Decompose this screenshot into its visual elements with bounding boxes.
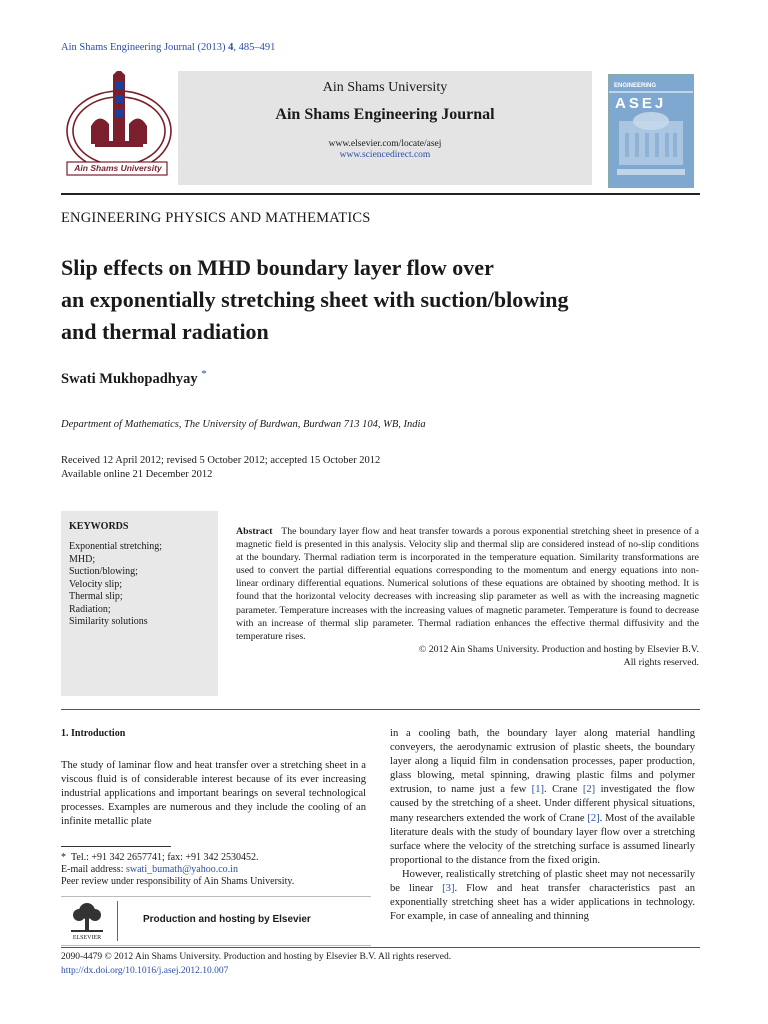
citation-volume: 4: [228, 42, 234, 53]
affiliation: Department of Mathematics, The University of Burdwan, Burdwan 713 104, WB, India: [61, 419, 426, 430]
masthead-center: [178, 71, 592, 185]
keyword: Suction/blowing;: [69, 566, 138, 577]
sciencedirect-link[interactable]: www.sciencedirect.com: [339, 150, 431, 160]
title-line: Slip effects on MHD boundary layer flow over: [61, 255, 494, 280]
keyword: Velocity slip;: [69, 578, 123, 590]
abstract-label: Abstract: [236, 526, 273, 537]
keyword: Exponential stretching;: [69, 541, 163, 552]
issn-copyright: 2090-4479 © 2012 Ain Shams University. Production and hosting by Elsevier B.V. All rights reserved.: [61, 952, 452, 962]
elsevier-logo: [61, 901, 113, 941]
university-name: Ain Shams University: [322, 80, 448, 95]
abstract-body: The boundary layer flow and heat transfer towards a porous exponential stretching sheet in presence of a magnetic field is presented in this analysis. Velocity slip and thermal slip are considered instead of no-slip conditions at the boundary. Thermal radiation term is incorporated in the temperature equation. Similarity transformations are used to convert the partial differential equations corresponding to the momentum and energy equations into non-linear ordinary differential equations. Numerical solutions of these equations are obtained by shooting method. It is found that the horizontal velocity decreases with increasing slip parameter as well as with the increasing magnetic parameter. Temperature increases with the increasing values of magnetic parameter. Temperature is found to decrease with an increase of thermal slip parameter. Thermal radiation enhances the effective thermal diffusivity and the temperature rises.: [236, 526, 699, 642]
title-line: and thermal radiation: [61, 319, 269, 344]
text-segment: . Flow and heat transfer characteristics past an exponentially stretching sheet has a wider applications in technology. For example, in case of annealing and thinning: [390, 883, 695, 923]
received-dates: Received 12 April 2012; revised 5 October 2012; accepted 15 October 2012: [61, 455, 381, 466]
text-segment: However, realistically stretching of plastic sheet may not necessarily be linear: [390, 868, 695, 895]
abstract-copyright: © 2012 Ain Shams University. Production and hosting by Elsevier B.V.: [418, 643, 699, 655]
elsevier-divider: [117, 901, 118, 941]
intro-paragraph: [390, 868, 695, 924]
article-section: ENGINEERING PHYSICS AND MATHEMATICS: [61, 210, 371, 226]
elsevier-journal-link[interactable]: www.elsevier.com/locate/asej: [328, 139, 442, 149]
doi-link[interactable]: http://dx.doi.org/10.1016/j.asej.2012.10.007: [61, 966, 229, 976]
elsevier-tree-icon: [61, 901, 113, 935]
reference-link[interactable]: [2]: [587, 812, 600, 824]
keyword: Similarity solutions: [69, 616, 148, 627]
elsevier-hosting-text: Production and hosting by Elsevier: [143, 914, 311, 925]
keyword: Radiation;: [69, 603, 111, 615]
article-dates: [61, 454, 380, 482]
email-link[interactable]: swati_bumath@yahoo.co.in: [125, 864, 238, 875]
author-name: Swati Mukhopadhyay: [61, 370, 198, 387]
author: [61, 368, 207, 388]
logo-caption: Ain Shams University: [74, 163, 162, 173]
journal-masthead: [61, 71, 700, 185]
title-line: an exponentially stretching sheet with suction/blowing: [61, 287, 569, 312]
journal-name: Ain Shams Engineering Journal: [275, 106, 495, 123]
keywords-heading: KEYWORDS: [69, 521, 129, 532]
text-segment: . Most of the available literature deals with the study of boundary layer flow over a stretching surface where the velocity of the stretching surface is assumed linearly proportional to the distance from the fixed origin.: [390, 812, 695, 866]
keyword: MHD;: [69, 553, 96, 565]
university-logo: [61, 71, 178, 185]
footnote-rule: [61, 846, 171, 847]
email-line: [61, 864, 294, 876]
abstract-rule: [61, 709, 700, 710]
reference-link[interactable]: [1]: [531, 784, 545, 796]
reference-link[interactable]: [3]: [442, 883, 455, 895]
elsevier-logo-label: ELSEVIER: [72, 935, 102, 941]
journal-links: [178, 139, 592, 161]
text-segment: in a cooling bath, the boundary layer along material handling conveyers, the aerodynamic extrusion of plastic sheets, the boundary layer along a liquid film in condensation processes, paper production, glass blowing, metal spinning, drawing plastic films and polymer extrusion, to name just a few: [390, 728, 695, 796]
reference-link[interactable]: [2]: [582, 784, 596, 796]
text-segment: investigated the flow caused by the stretching of a sheet. Under different physical situations, many researchers extended the work of Crane: [390, 784, 695, 824]
citation-pages: , 485–491: [233, 42, 276, 53]
masthead-rule: [61, 193, 700, 195]
cover-title: ENGINEERING: [614, 83, 657, 89]
text-segment: . Crane: [544, 784, 583, 796]
cover-acronym: ASEJ: [615, 95, 667, 112]
footnote-mark: *: [61, 852, 66, 863]
body-column-left: [61, 727, 366, 830]
keywords-list: [69, 541, 162, 629]
journal-cover-thumbnail[interactable]: [608, 74, 694, 188]
phone-fax: Tel.: +91 342 2657741; fax: +91 342 2530452.: [71, 852, 259, 863]
footer-rule: [61, 947, 700, 948]
online-date: Available online 21 December 2012: [61, 469, 213, 480]
keyword: Thermal slip;: [69, 591, 123, 602]
citation-text: Ain Shams Engineering Journal (2013): [61, 42, 229, 53]
journal-citation[interactable]: [61, 42, 275, 53]
intro-paragraph: The study of laminar flow and heat transfer over a stretching sheet in a viscous fluid is of considerable interest because of its ever increasing industrial applications and important bearings on several technological processes. Examples are numerous and they include the cooling of an infinite metallic plate: [61, 760, 366, 828]
elsevier-banner: [61, 896, 371, 946]
author-contact: [61, 852, 294, 864]
author-footnote-mark[interactable]: *: [201, 368, 207, 380]
intro-paragraph: [390, 727, 695, 868]
footnotes: [61, 852, 294, 888]
peer-review-note: Peer review under responsibility of Ain Shams University.: [61, 876, 295, 887]
article-title: [61, 252, 701, 348]
abstract-rights: All rights reserved.: [623, 656, 699, 668]
body-column-right: [390, 727, 695, 924]
abstract: [236, 525, 699, 669]
keywords-box: [61, 511, 218, 696]
cover-building-icon: [609, 75, 693, 187]
introduction-heading: 1. Introduction: [61, 728, 126, 739]
email-label: E-mail address:: [61, 864, 126, 875]
